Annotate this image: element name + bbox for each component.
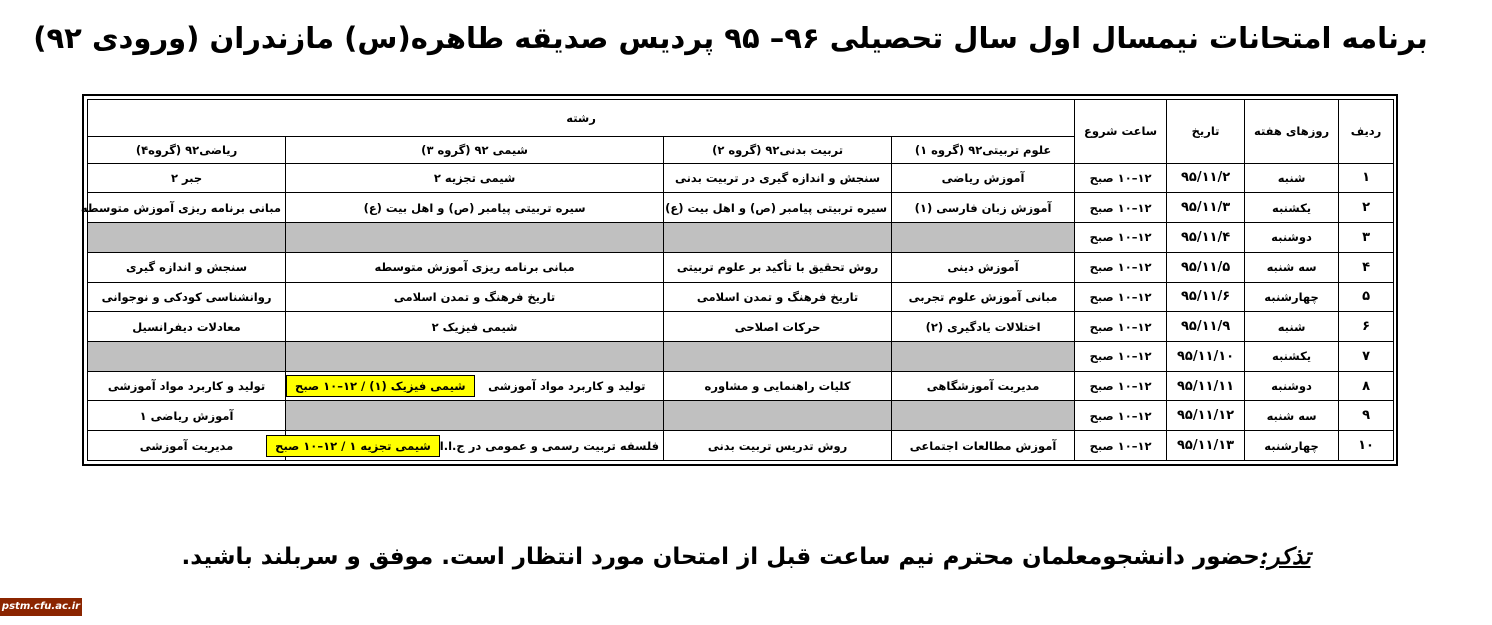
header-group-3: شیمی ۹۲ (گروه ۳) xyxy=(286,136,664,163)
weekday-cell: شنبه xyxy=(1245,163,1339,193)
date-cell: ۹۵/۱۱/۱۱ xyxy=(1167,371,1245,401)
note-label: تذکر: xyxy=(1259,543,1311,570)
course-name: تولید و کاربرد مواد آموزشی xyxy=(488,379,646,394)
start-time-cell: ۱۲–۱۰ صبح xyxy=(1075,371,1167,401)
row-number-cell: ۱۰ xyxy=(1339,431,1394,461)
highlighted-exam-note: شیمی تجزیه ۱ / ۱۲–۱۰ صبح xyxy=(266,435,440,457)
course-cell-group-1: مدیریت آموزشگاهی xyxy=(892,371,1075,401)
course-cell-group-2 xyxy=(664,341,892,371)
start-time-cell: ۱۲–۱۰ صبح xyxy=(1075,312,1167,342)
course-cell-group-3: تاریخ فرهنگ و تمدن اسلامی xyxy=(286,282,664,312)
weekday-cell: شنبه xyxy=(1245,312,1339,342)
course-cell-group-3: شیمی فیزیک ۲ xyxy=(286,312,664,342)
weekday-cell: چهارشنبه xyxy=(1245,431,1339,461)
header-start-time: ساعت شروع xyxy=(1075,100,1167,164)
note-text: حضور دانشجومعلمان محترم نیم ساعت قبل از امتحان مورد انتظار است. موفق و سربلند باشید. xyxy=(181,544,1260,570)
date-cell: ۹۵/۱۱/۱۰ xyxy=(1167,341,1245,371)
exam-schedule-frame xyxy=(82,94,1398,466)
table-row xyxy=(88,371,1394,401)
header-row-no: ردیف xyxy=(1339,100,1394,164)
date-cell: ۹۵/۱۱/۹ xyxy=(1167,312,1245,342)
course-cell-group-3: مبانی برنامه ریزی آموزش متوسطه xyxy=(286,252,664,282)
row-number-cell: ۳ xyxy=(1339,223,1394,253)
date-cell: ۹۵/۱۱/۱۳ xyxy=(1167,431,1245,461)
course-cell-group-2: تاریخ فرهنگ و تمدن اسلامی xyxy=(664,282,892,312)
course-cell-group-2: سنجش و اندازه گیری در تربیت بدنی xyxy=(664,163,892,193)
exam-schedule-table xyxy=(80,99,1394,461)
start-time-cell: ۱۲–۱۰ صبح xyxy=(1075,282,1167,312)
header-group-2: تربیت بدنی۹۲ (گروه ۲) xyxy=(664,136,892,163)
course-cell-group-4 xyxy=(88,223,286,253)
weekday-cell: دوشنبه xyxy=(1245,223,1339,253)
start-time-cell: ۱۲–۱۰ صبح xyxy=(1075,193,1167,223)
row-number-cell: ۵ xyxy=(1339,282,1394,312)
course-cell-group-1: آموزش دینی xyxy=(892,252,1075,282)
date-cell: ۹۵/۱۱/۶ xyxy=(1167,282,1245,312)
course-cell-group-2 xyxy=(664,401,892,431)
course-cell-group-4: سنجش و اندازه گیری xyxy=(88,252,286,282)
course-cell-group-2: روش تحقیق با تأکید بر علوم تربیتی xyxy=(664,252,892,282)
course-cell-group-2: روش تدریس تربیت بدنی xyxy=(664,431,892,461)
course-cell-group-3 xyxy=(275,431,664,461)
row-number-cell: ۱ xyxy=(1339,163,1394,193)
table-row xyxy=(88,282,1394,312)
date-cell: ۹۵/۱۱/۳ xyxy=(1167,193,1245,223)
course-cell-group-1: اختلالات یادگیری (۲) xyxy=(892,312,1075,342)
table-row xyxy=(88,252,1394,282)
course-cell-group-1: مبانی آموزش علوم تجربی xyxy=(892,282,1075,312)
start-time-cell: ۱۲–۱۰ صبح xyxy=(1075,431,1167,461)
course-cell-group-3 xyxy=(286,401,664,431)
course-cell-group-1: آموزش مطالعات اجتماعی xyxy=(892,431,1075,461)
start-time-cell: ۱۲–۱۰ صبح xyxy=(1075,252,1167,282)
row-number-cell: ۲ xyxy=(1339,193,1394,223)
course-cell-group-4: مبانی برنامه ریزی آموزش متوسطه xyxy=(88,193,286,223)
footer-note xyxy=(0,543,1492,570)
weekday-cell: یکشنبه xyxy=(1245,341,1339,371)
course-cell-group-1 xyxy=(892,341,1075,371)
site-watermark[interactable]: pstm.cfu.ac.ir xyxy=(0,598,82,616)
course-cell-group-3 xyxy=(286,223,664,253)
course-cell-group-3: شیمی تجزیه ۲ xyxy=(286,163,664,193)
table-row xyxy=(88,341,1394,371)
start-time-cell: ۱۲–۱۰ صبح xyxy=(1075,341,1167,371)
header-date: تاریخ xyxy=(1167,100,1245,164)
header-major: رشته xyxy=(88,100,1075,137)
weekday-cell: چهارشنبه xyxy=(1245,282,1339,312)
table-row xyxy=(88,193,1394,223)
table-row xyxy=(88,312,1394,342)
course-cell-group-4: مدیریت آموزشی xyxy=(88,431,286,461)
course-cell-group-3: سیره تربیتی پیامبر (ص) و اهل بیت (ع) xyxy=(286,193,664,223)
weekday-cell: یکشنبه xyxy=(1245,193,1339,223)
course-cell-group-1 xyxy=(892,401,1075,431)
course-cell-group-4: آموزش ریاضی ۱ xyxy=(88,401,286,431)
date-cell: ۹۵/۱۱/۵ xyxy=(1167,252,1245,282)
table-row xyxy=(88,431,1394,461)
table-row xyxy=(88,163,1394,193)
row-number-cell: ۸ xyxy=(1339,371,1394,401)
course-cell-group-1 xyxy=(892,223,1075,253)
row-number-cell: ۶ xyxy=(1339,312,1394,342)
date-cell: ۹۵/۱۱/۱۲ xyxy=(1167,401,1245,431)
page-title: برنامه امتحانات نیمسال اول سال تحصیلی ۹۶– ۹۵ پردیس صدیقه طاهره(س) مازندران (ورودی ۹۲) xyxy=(33,21,1428,55)
row-number-cell: ۷ xyxy=(1339,341,1394,371)
course-cell-group-1: آموزش زبان فارسی (۱) xyxy=(892,193,1075,223)
header-weekday: روزهای هفته xyxy=(1245,100,1339,164)
course-cell-group-4 xyxy=(88,341,286,371)
course-cell-group-2: کلیات راهنمایی و مشاوره xyxy=(664,371,892,401)
course-cell-group-4: روانشناسی کودکی و نوجوانی xyxy=(88,282,286,312)
table-row xyxy=(88,401,1394,431)
table-row xyxy=(88,223,1394,253)
course-cell-group-4: جبر ۲ xyxy=(88,163,286,193)
course-cell-group-4: تولید و کاربرد مواد آموزشی xyxy=(88,371,286,401)
header-group-1: علوم تربیتی۹۲ (گروه ۱) xyxy=(892,136,1075,163)
start-time-cell: ۱۲–۱۰ صبح xyxy=(1075,163,1167,193)
row-number-cell: ۴ xyxy=(1339,252,1394,282)
course-cell-group-3 xyxy=(286,371,664,401)
weekday-cell: سه شنبه xyxy=(1245,252,1339,282)
header-group-4: ریاضی۹۲ (گروه۴) xyxy=(88,136,286,163)
highlighted-exam-note: شیمی فیزیک (۱) / ۱۲–۱۰ صبح xyxy=(286,375,475,397)
course-name: فلسفه تربیت رسمی و عمومی در ج.ا.ا xyxy=(439,438,660,453)
start-time-cell: ۱۲–۱۰ صبح xyxy=(1075,223,1167,253)
weekday-cell: سه شنبه xyxy=(1245,401,1339,431)
weekday-cell: دوشنبه xyxy=(1245,371,1339,401)
course-cell-group-2: سیره تربیتی پیامبر (ص) و اهل بیت (ع) xyxy=(664,193,892,223)
start-time-cell: ۱۲–۱۰ صبح xyxy=(1075,401,1167,431)
date-cell: ۹۵/۱۱/۴ xyxy=(1167,223,1245,253)
date-cell: ۹۵/۱۱/۲ xyxy=(1167,163,1245,193)
course-cell-group-2: حرکات اصلاحی xyxy=(664,312,892,342)
course-cell-group-4: معادلات دیفرانسیل xyxy=(88,312,286,342)
course-cell-group-1: آموزش ریاضی xyxy=(892,163,1075,193)
course-cell-group-2 xyxy=(664,223,892,253)
course-cell-group-3 xyxy=(286,341,664,371)
row-number-cell: ۹ xyxy=(1339,401,1394,431)
